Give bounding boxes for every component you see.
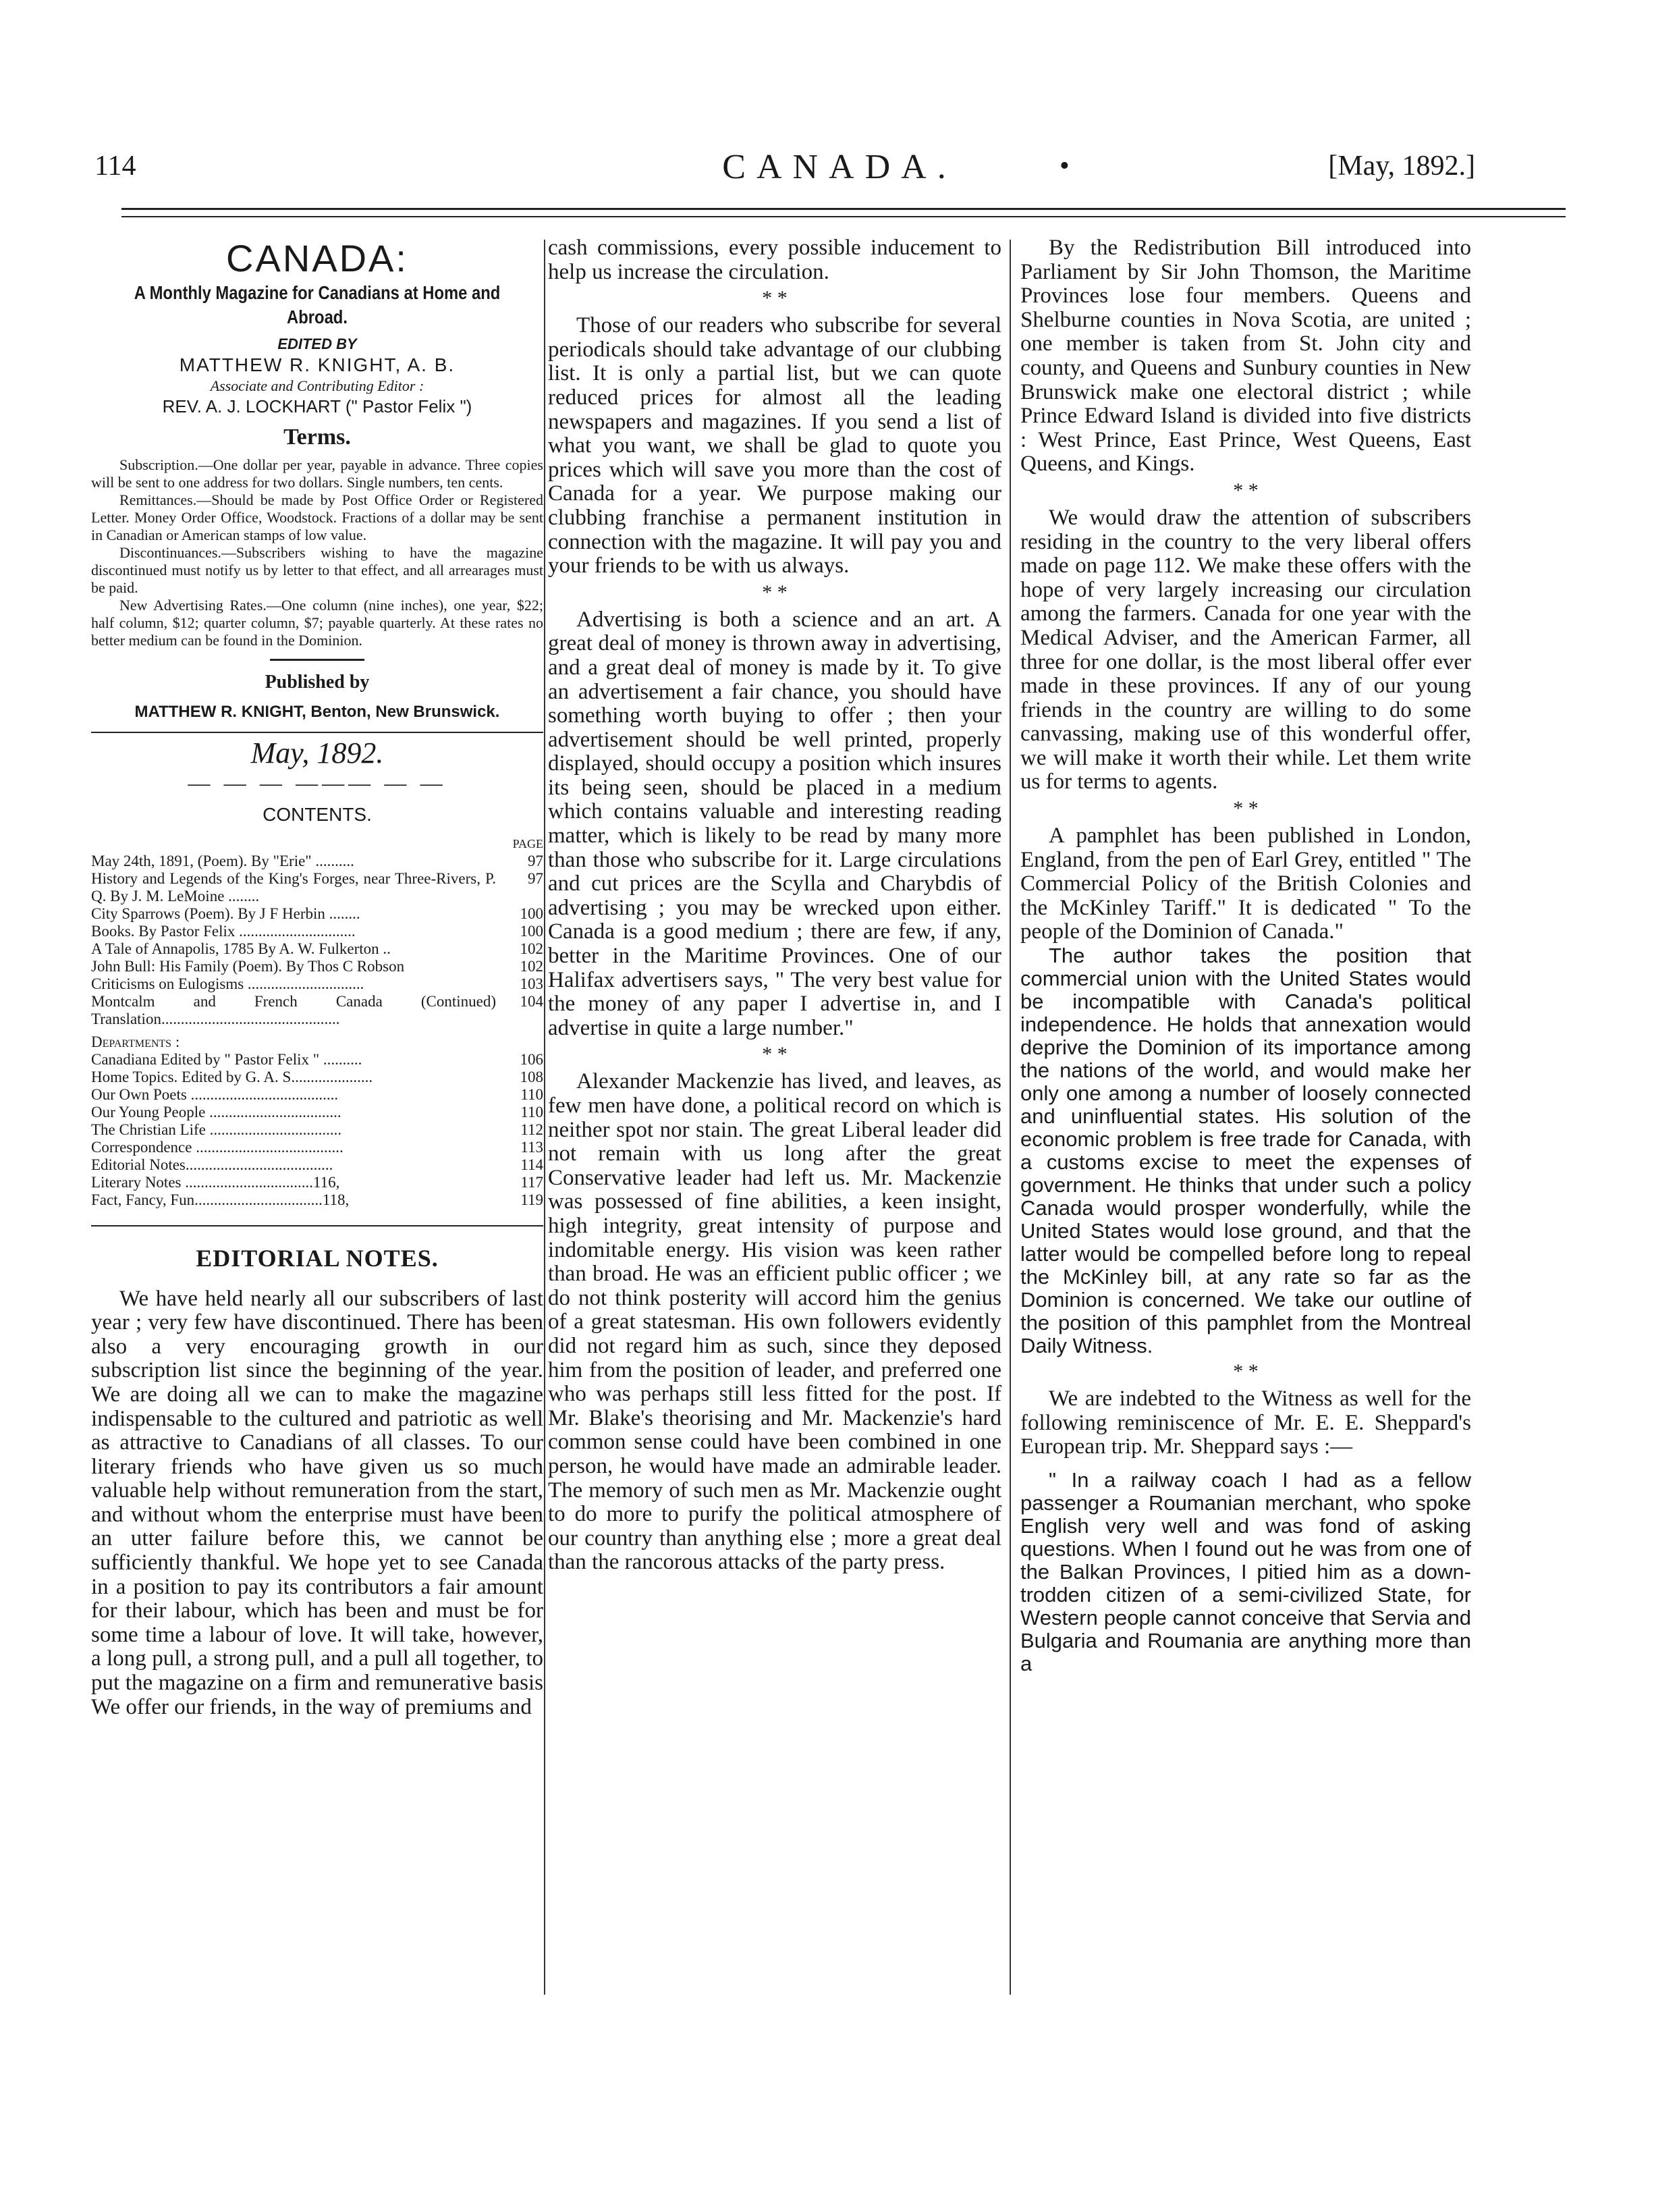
paragraph-witness: We are indebted to the Witness as well for the following reminiscence of Mr. E. E. Sheppard's European trip. Mr. Sheppard says :— bbox=[1020, 1386, 1471, 1459]
toc-row: The Christian Life .................................. 112 bbox=[91, 1121, 543, 1138]
terms-remittances: Remittances.—Should be made by Post Office Order or Registered Letter. Money Order Office, Woodstock. Fractions of a dollar may be sent in Canadian or American stamps of low value. bbox=[91, 491, 543, 543]
paragraph-advertising: Advertising is both a science and an art. A great deal of money is thrown away in advertising, and a great deal of money is made by it. To give an advertisement a fair chance, you should have something worth buying to offer ; then your advertisement should be well printed, properly displayed, should occupy a position which insures its being seen, should be placed in a medium which contains valuable and interesting reading matter, which is likely to be read by many more than those who subscribe for it. Large circulations and cut prices are the Scylla and Charybdis of advertising ; you may be wrecked upon either. Canada is a good medium ; there are few, if any, better in the Maritime Provinces. One of our Halifax advertisers says, " The very best value for the money of any paper I advertise in, and I advertise in quite a large number." bbox=[548, 607, 1001, 1040]
column-divider-1 bbox=[544, 240, 545, 1995]
paragraph-mackenzie: Alexander Mackenzie has lived, and leaves, as few men have done, a political record on which is neither spot nor stain. The great Liberal leader did not remain with us long after the great Conservative leader had left us. Mr. Mackenzie was possessed of fine abilities, a keen insight, high integrity, great intensity of purpose and indomitable energy. His vision was keen rather than broad. He was an efficient public officer ; we do not think posterity will accord him the genius of a great statesman. His own followers evidently did not regard him as such, since they deposed him from the position of leader, and preferred one who was perhaps still less fitted for the post. If Mr. Blake's theorising and Mr. Mackenzie's hard common sense could have been combined in one person, he would have made an admirable leader. The memory of such men as Mr. Mackenzie ought to do more to purify the political atmosphere of our country than anything else ; more a great deal than the rancorous attacks of the party press. bbox=[548, 1069, 1001, 1575]
toc-row: Our Young People .................................. 110 bbox=[91, 1103, 543, 1121]
departments-label: Departments : bbox=[91, 1033, 180, 1050]
paragraph-redistribution: By the Redistribution Bill introduced into Parliament by Sir John Thomson, the Maritime Provinces lose four members. Queens and Shelburne counties in Nova Scotia, are united ; one member is taken from St. John city and county, and Queens and Sunbury counties in New Brunswick make one electoral district ; while Prince Edward Island is divided into five districts : West Prince, East Prince, West Queens, East Queens, and Kings. bbox=[1020, 236, 1471, 477]
paragraph-pamphlet-summary: The author takes the position that commercial union with the United States would be incompatible with Canada's political independence. He holds that annexation would deprive the Dominion of its importance among the nations of the world, and would make her only one among a number of loosely connected and uninfluential states. His solution of the economic problem is free trade for Canada, with a customs excise to meet the expenses of government. He thinks that under such a policy Canada would prosper wonderfully, while the United States would lose ground, and that the latter would be compelled before long to repeal the McKinley bill, at any rate so far as the Dominion is concerned. We take our outline of the position of this pamphlet from the Montreal Daily Witness. bbox=[1020, 944, 1471, 1358]
ornamental-dash: — — — ——— — — bbox=[188, 771, 447, 796]
separator-asterisks: * * bbox=[1233, 797, 1259, 820]
separator-asterisks: * * bbox=[1233, 479, 1259, 502]
separator-asterisks: * * bbox=[762, 581, 788, 603]
toc-row: Editorial Notes...................................... 114 bbox=[91, 1156, 543, 1173]
toc-row: Fact, Fancy, Fun.................................118, 119 bbox=[91, 1191, 543, 1208]
editorial-paragraph: We have held nearly all our subscribers of last year ; very few have discontinued. There has been also a very encouraging growth in our subscription list since the beginning of the year. We are doing all we can to make the magazine indispensable to the cultured and patriotic as well as attractive to Canadians of all classes. To our literary friends who have given us so much valuable help without remuneration from the start, and without whom the enterprise must have been an utter failure before this, we cannot be sufficiently thankful. We hope yet to see Canada in a position to pay its contributors a fair amount for their labour, which has been and must be for some time a labour of love. It will take, however, a long pull, a strong pull, and a pull all together, to put the magazine on a firm and remunerative basis We offer our friends, in the way of premiums and bbox=[91, 1286, 543, 1719]
table-of-contents bbox=[91, 835, 543, 1209]
paragraph-offers: We would draw the attention of subscribers residing in the country to the very liberal offers made on page 112. We make these offers with the hope of very largely increasing our circulation among the farmers. Canada for one year with the Medical Adviser, and the American Farmer, all three for one dollar, is the most liberal offer ever made in these provinces. If any of our young friends in the country are willing to do some canvassing, making use of this wonderful offer, we will make it worth their while. Let them write us for terms to agents. bbox=[1020, 505, 1471, 794]
toc-row: Home Topics. Edited by G. A. S..................... 108 bbox=[91, 1068, 543, 1085]
editor-name: MATTHEW R. KNIGHT, A. B. bbox=[179, 354, 456, 376]
separator-asterisks: * * bbox=[762, 287, 788, 310]
paragraph-circulation: cash commissions, every possible inducement to help us increase the circulation. bbox=[548, 236, 1001, 284]
associate-name: REV. A. J. LOCKHART (" Pastor Felix ") bbox=[162, 396, 472, 416]
toc-row: History and Legends of the King's Forges, near Three-Rivers, P. Q. By J. M. LeMoine ........ 97 bbox=[91, 869, 543, 905]
toc-row: Books. By Pastor Felix .............................. 100 bbox=[91, 922, 543, 940]
associate-label: Associate and Contributing Editor : bbox=[210, 377, 424, 394]
issue-date-header: [May, 1892.] bbox=[1328, 151, 1475, 182]
header-rule-thick bbox=[121, 208, 1566, 210]
paragraph-reminiscence: " In a railway coach I had as a fellow passenger a Roumanian merchant, who spoke English very well and was fond of asking questions. When I found out he was from one of the Balkan Provinces, I pitied him as a down-trodden citizen of a semi-civilized State, for Western people cannot conceive that Servia and Bulgaria and Roumania are anything more than a bbox=[1020, 1467, 1471, 1675]
toc-row: City Sparrows (Poem). By J F Herbin ........ 100 bbox=[91, 905, 543, 922]
toc-row: Criticisms on Eulogisms .............................. 103 bbox=[91, 975, 543, 992]
page-number: 114 bbox=[94, 151, 136, 182]
editorial-heading: EDITORIAL NOTES. bbox=[196, 1244, 439, 1272]
paragraph-pamphlet: A pamphlet has been published in London, England, from the pen of Earl Grey, entitled " The Commercial Policy of the British Colonies and the McKinley Tariff." It is dedicated " To the people of the Dominion of Canada." bbox=[1020, 824, 1471, 944]
toc-page-label: PAGE bbox=[512, 836, 543, 851]
toc-row: John Bull: His Family (Poem). By Thos C Robson 102 bbox=[91, 957, 543, 975]
column-right bbox=[1020, 236, 1471, 1675]
toc-row: A Tale of Annapolis, 1785 By A. W. Fulkerton .. 102 bbox=[91, 940, 543, 957]
toc-row: May 24th, 1891, (Poem). By "Erie" .......... 97 bbox=[91, 852, 543, 869]
terms-subscription: Subscription.—One dollar per year, payable in advance. Three copies will be sent to one address for two dollars. Single numbers, ten cents. bbox=[91, 456, 543, 491]
header-dot: • bbox=[1059, 151, 1070, 182]
terms-advertising: New Advertising Rates.—One column (nine inches), one year, $22; half column, $12; quarter column, $7; payable quarterly. At these rates no better medium can be found in the Dominion. bbox=[91, 596, 543, 649]
separator-asterisks: * * bbox=[1233, 1360, 1259, 1383]
contents-heading: CONTENTS. bbox=[263, 804, 372, 826]
column-divider-2 bbox=[1010, 240, 1011, 1995]
masthead-title: CANADA: bbox=[226, 237, 408, 279]
column-middle bbox=[548, 236, 1001, 1575]
short-rule bbox=[270, 659, 364, 661]
running-title: CANADA. bbox=[722, 148, 957, 186]
toc-row: Literary Notes .................................116, 117 bbox=[91, 1173, 543, 1191]
toc-row: Montcalm and French Canada (Continued) Translation.............................................. 104 bbox=[91, 992, 543, 1027]
terms-discontinuances: Discontinuances.—Subscribers wishing to have the magazine discontinued must notify us by letter to that effect, and all arrearages must be paid. bbox=[91, 543, 543, 596]
toc-row: Correspondence ...................................... 113 bbox=[91, 1138, 543, 1156]
masthead-rule bbox=[91, 732, 543, 733]
issue-date: May, 1892. bbox=[250, 736, 384, 770]
header-rule-thin bbox=[121, 216, 1566, 217]
publisher-line: MATTHEW R. KNIGHT, Benton, New Brunswick. bbox=[134, 702, 500, 721]
separator-asterisks: * * bbox=[762, 1043, 788, 1066]
contents-rule bbox=[91, 1225, 543, 1226]
toc-row: Our Own Poets ...................................... 110 bbox=[91, 1085, 543, 1103]
toc-row: Canadiana Edited by " Pastor Felix " .......... 106 bbox=[91, 1050, 543, 1068]
terms-heading: Terms. bbox=[283, 425, 351, 450]
edited-by-label: EDITED BY bbox=[277, 335, 357, 353]
masthead-subtitle: A Monthly Magazine for Canadians at Home and Abroad. bbox=[134, 282, 501, 327]
paragraph-clubbing: Those of our readers who subscribe for several periodicals should take advantage of our clubbing list. It is only a partial list, but we can quote reduced prices for almost all the leading newspapers and magazines. If you send a list of what you want, we shall be glad to quote you prices which will save you more than the cost of Canada for a year. We purpose making our clubbing franchise a permanent institution in connection with the magazine. It will pay you and your friends to be with us always. bbox=[548, 313, 1001, 578]
column-left bbox=[91, 236, 543, 1719]
published-by-label: Published by bbox=[265, 671, 370, 693]
